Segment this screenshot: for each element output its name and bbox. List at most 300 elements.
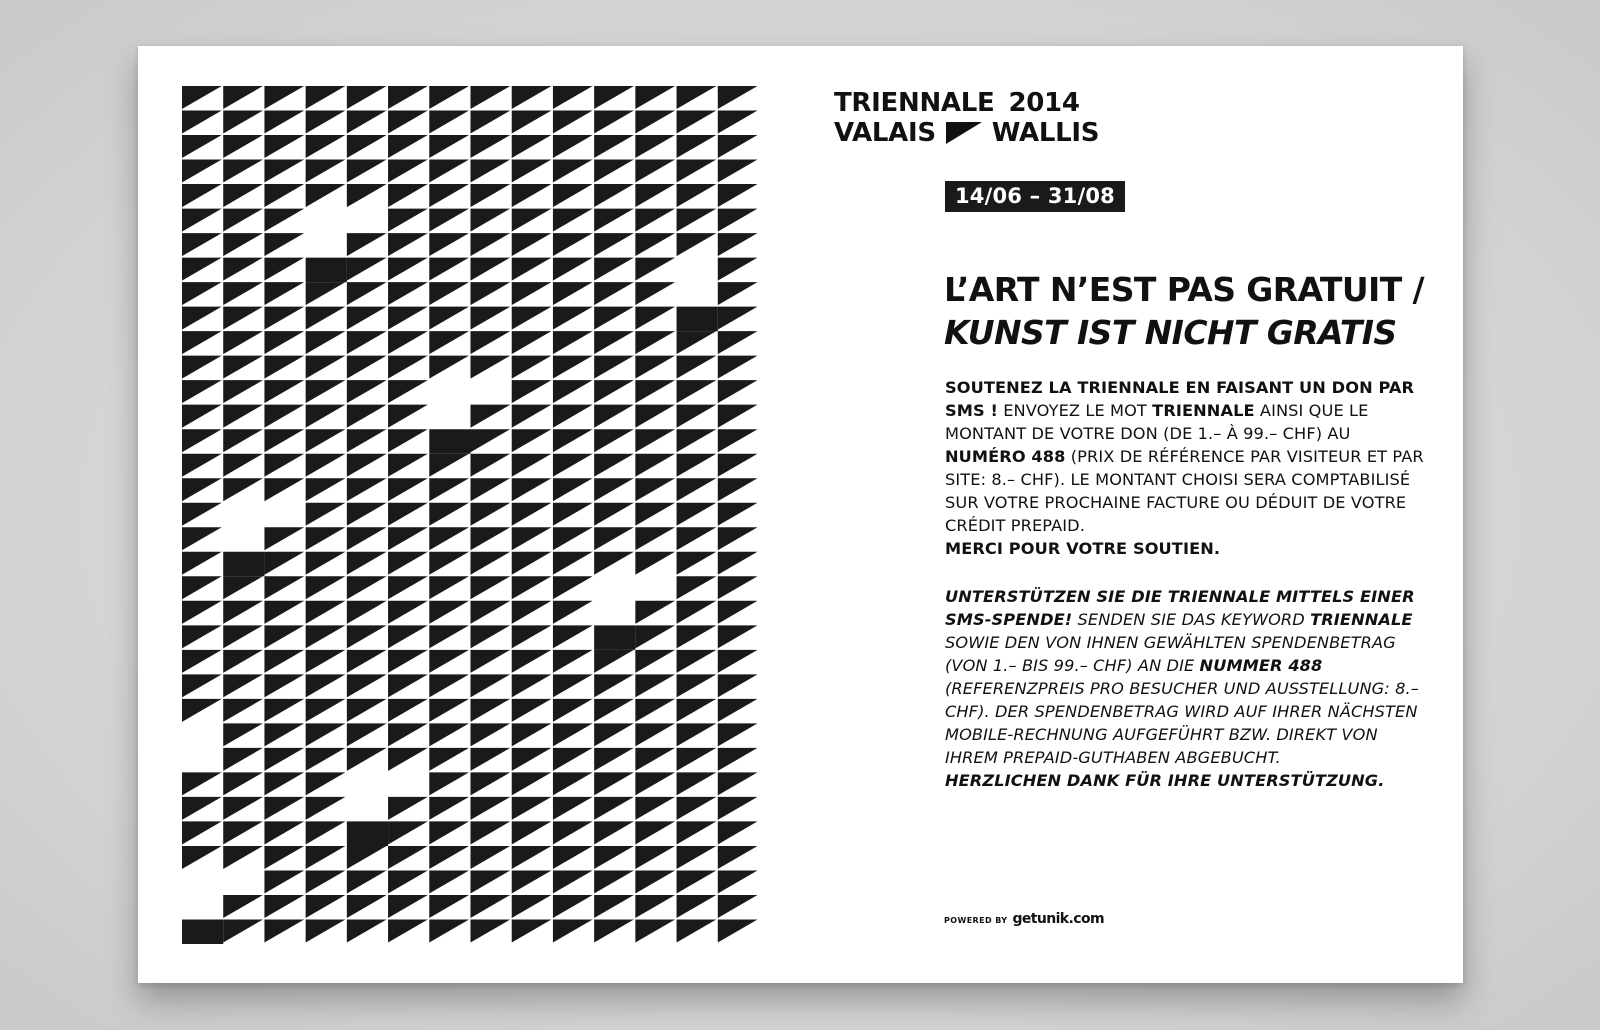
pattern-triangle <box>471 601 511 624</box>
pattern-triangle <box>223 282 263 305</box>
pattern-triangle <box>306 576 346 599</box>
pattern-triangle <box>512 748 552 771</box>
pattern-triangle <box>594 160 634 183</box>
pattern-triangle <box>388 111 428 134</box>
logo-line-1 <box>834 88 1099 118</box>
pattern-triangle <box>182 772 222 795</box>
pattern-triangle <box>677 111 717 134</box>
pattern-triangle <box>471 111 511 134</box>
pattern-triangle <box>677 601 717 624</box>
pattern-triangle <box>388 625 428 648</box>
pattern-triangle <box>553 870 593 893</box>
pattern-triangle <box>223 723 263 746</box>
pattern-triangle <box>264 552 304 575</box>
pattern-triangle <box>635 552 675 575</box>
pattern-triangle <box>594 919 634 942</box>
pattern-triangle <box>677 356 717 379</box>
pattern-triangle <box>594 429 634 452</box>
pattern-triangle <box>347 527 387 550</box>
pattern-triangle <box>223 356 263 379</box>
logo-triennale: TRIENNALE <box>834 88 995 118</box>
pattern-triangle <box>718 405 758 428</box>
pattern-triangle <box>347 135 387 158</box>
pattern-triangle <box>347 503 387 526</box>
pattern-triangle <box>471 356 511 379</box>
pattern-triangle <box>677 870 717 893</box>
pattern-triangle <box>553 674 593 697</box>
pattern-triangle <box>264 209 304 232</box>
pattern-triangle <box>718 454 758 477</box>
pattern-triangle <box>223 895 263 918</box>
pattern-triangle <box>429 601 469 624</box>
pattern-triangle <box>471 919 511 942</box>
pattern-triangle <box>677 160 717 183</box>
pattern-triangle <box>388 699 428 722</box>
pattern-triangle <box>264 674 304 697</box>
fr-number: NUMÉRO 488 <box>945 447 1066 466</box>
pattern-triangle <box>512 846 552 869</box>
fr-text-1: ENVOYEZ LE MOT <box>997 401 1153 420</box>
pattern-triangle <box>347 821 388 846</box>
pattern-triangle <box>718 919 758 942</box>
headline-fr: L’ART N’EST PAS GRATUIT / <box>944 270 1424 309</box>
pattern-triangle <box>553 356 593 379</box>
pattern-triangle <box>264 282 304 305</box>
pattern-triangle <box>635 429 675 452</box>
pattern-triangle <box>347 870 387 893</box>
pattern-triangle <box>677 184 717 207</box>
pattern-triangle <box>553 748 593 771</box>
pattern-triangle <box>553 601 593 624</box>
pattern-triangle <box>347 160 387 183</box>
pattern-triangle <box>429 503 469 526</box>
pattern-triangle <box>512 209 552 232</box>
pattern-triangle <box>718 576 758 599</box>
pattern-triangle <box>718 356 758 379</box>
pattern-triangle <box>264 846 304 869</box>
pattern-triangle <box>306 674 346 697</box>
pattern-triangle <box>388 282 428 305</box>
pattern-triangle <box>429 135 469 158</box>
pattern-triangle <box>264 356 304 379</box>
pattern-triangle <box>388 233 428 256</box>
pattern-triangle <box>429 821 469 844</box>
pattern-triangle <box>264 380 304 403</box>
de-keyword: TRIENNALE <box>1310 610 1413 629</box>
pattern-triangle <box>347 576 387 599</box>
pattern-triangle <box>347 723 387 746</box>
pattern-triangle <box>471 552 511 575</box>
pattern-triangle <box>718 135 758 158</box>
pattern-triangle <box>677 135 717 158</box>
pattern-triangle <box>306 380 346 403</box>
body-french <box>945 376 1425 560</box>
pattern-triangle <box>635 625 675 648</box>
pattern-triangle <box>429 576 469 599</box>
pattern-triangle <box>429 625 469 648</box>
pattern-triangle <box>223 258 263 281</box>
flyer-card <box>138 46 1463 983</box>
pattern-triangle <box>635 601 675 624</box>
pattern-triangle <box>347 282 387 305</box>
pattern-triangle <box>347 111 387 134</box>
pattern-triangle <box>635 846 675 869</box>
pattern-triangle <box>347 454 387 477</box>
pattern-triangle <box>306 86 346 109</box>
pattern-triangle <box>182 111 222 134</box>
pattern-triangle <box>635 797 675 820</box>
pattern-triangle <box>471 821 511 844</box>
pattern-triangle <box>471 650 511 673</box>
pattern-triangle <box>223 797 263 820</box>
pattern-triangle <box>594 821 634 844</box>
pattern-triangle <box>512 233 552 256</box>
pattern-triangle <box>429 331 469 354</box>
pattern-triangle <box>635 454 675 477</box>
pattern-triangle <box>306 601 346 624</box>
pattern-triangle <box>388 797 428 820</box>
logo-wallis: WALLIS <box>991 118 1100 148</box>
pattern-triangle <box>429 282 469 305</box>
pattern-triangle <box>594 454 634 477</box>
pattern-triangle <box>635 380 675 403</box>
pattern-triangle <box>388 895 428 918</box>
pattern-triangle <box>388 380 428 403</box>
pattern-triangle <box>264 821 304 844</box>
pattern-triangle <box>347 552 387 575</box>
pattern-triangle <box>182 821 222 844</box>
pattern-triangle <box>512 772 552 795</box>
pattern-triangle <box>471 184 511 207</box>
pattern-triangle <box>182 160 222 183</box>
pattern-triangle <box>471 674 511 697</box>
pattern-triangle <box>553 258 593 281</box>
pattern-triangle <box>594 405 634 428</box>
pattern-triangle <box>512 135 552 158</box>
pattern-triangle <box>718 184 758 207</box>
pattern-triangle <box>471 527 511 550</box>
pattern-triangle <box>223 748 263 771</box>
pattern-triangle <box>471 576 511 599</box>
pattern-triangle <box>429 258 469 281</box>
fr-text-3: (PRIX DE RÉFÉRENCE PAR VISITEUR ET PAR SITE: 8.– CHF). LE MONTANT CHOISI SERA COMPTABILISÉ SUR VOTRE PROCHAINE FACTURE OU DÉDUIT DE VOTRE CRÉDIT PREPAID. <box>945 447 1424 535</box>
pattern-triangle <box>677 552 717 575</box>
pattern-triangle <box>182 478 222 501</box>
pattern-triangle <box>677 576 717 599</box>
pattern-triangle <box>347 895 387 918</box>
pattern-triangle <box>471 135 511 158</box>
pattern-triangle <box>223 429 263 452</box>
pattern-triangle <box>635 748 675 771</box>
pattern-triangle <box>182 454 222 477</box>
pattern-triangle <box>635 160 675 183</box>
pattern-triangle <box>264 650 304 673</box>
pattern-triangle <box>429 772 469 795</box>
pattern-triangle <box>635 331 675 354</box>
pattern-triangle <box>306 625 346 648</box>
pattern-triangle <box>264 135 304 158</box>
pattern-triangle <box>635 821 675 844</box>
getunik-logo[interactable]: getunik.com <box>1012 911 1104 927</box>
pattern-triangle <box>594 846 634 869</box>
pattern-triangle <box>718 380 758 403</box>
pattern-triangle <box>223 601 263 624</box>
pattern-triangle <box>306 699 346 722</box>
pattern-triangle <box>347 650 387 673</box>
pattern-triangle <box>429 209 469 232</box>
pattern-triangle <box>718 282 758 305</box>
pattern-triangle <box>635 258 675 281</box>
pattern-triangle <box>677 233 717 256</box>
pattern-triangle <box>553 650 593 673</box>
pattern-triangle <box>677 380 717 403</box>
pattern-triangle <box>471 699 511 722</box>
pattern-triangle <box>429 356 469 379</box>
pattern-triangle <box>635 699 675 722</box>
pattern-triangle <box>306 895 346 918</box>
fr-lead: SOUTENEZ LA TRIENNALE EN FAISANT UN DON PAR SMS ! <box>945 378 1415 420</box>
pattern-triangle <box>264 772 304 795</box>
pattern-triangle <box>677 723 717 746</box>
pattern-triangle <box>223 919 263 942</box>
pattern-triangle <box>635 723 675 746</box>
pattern-triangle <box>553 135 593 158</box>
pattern-triangle <box>512 650 552 673</box>
pattern-triangle <box>512 282 552 305</box>
powered-by-label: POWERED BY <box>944 916 1008 925</box>
pattern-triangle <box>223 209 263 232</box>
pattern-triangle <box>553 307 593 330</box>
pattern-triangle <box>718 429 758 452</box>
logo-line-2 <box>834 118 1099 148</box>
pattern-triangle <box>306 527 346 550</box>
pattern-triangle <box>677 748 717 771</box>
pattern-triangle <box>388 650 428 673</box>
pattern-triangle <box>553 772 593 795</box>
pattern-triangle <box>553 380 593 403</box>
pattern-triangle <box>347 86 387 109</box>
pattern-triangle <box>553 478 593 501</box>
pattern-triangle <box>264 258 304 281</box>
pattern-triangle <box>718 650 758 673</box>
pattern-triangle <box>182 601 222 624</box>
pattern-triangle <box>677 674 717 697</box>
pattern-triangle <box>182 307 222 330</box>
pattern-triangle <box>264 454 304 477</box>
pattern-triangle <box>388 870 428 893</box>
de-number: NUMMER 488 <box>1199 656 1323 675</box>
pattern-triangle <box>471 233 511 256</box>
pattern-triangle <box>594 478 634 501</box>
pattern-triangle <box>718 772 758 795</box>
pattern-triangle <box>718 748 758 771</box>
pattern-triangle <box>388 454 428 477</box>
pattern-triangle <box>223 454 263 477</box>
pattern-triangle <box>677 331 717 354</box>
pattern-triangle <box>429 552 469 575</box>
pattern-triangle <box>223 478 263 501</box>
pattern-triangle <box>347 478 387 501</box>
pattern-triangle <box>594 870 634 893</box>
pattern-triangle <box>223 552 264 577</box>
pattern-triangle <box>388 478 428 501</box>
pattern-triangle <box>635 209 675 232</box>
pattern-triangle <box>264 331 304 354</box>
pattern-triangle <box>594 209 634 232</box>
pattern-triangle <box>718 478 758 501</box>
pattern-triangle <box>306 748 346 771</box>
pattern-triangle <box>347 258 387 281</box>
pattern-triangle <box>677 405 717 428</box>
pattern-triangle <box>594 723 634 746</box>
pattern-triangle <box>594 503 634 526</box>
logo-year: 2014 <box>1008 88 1080 118</box>
pattern-triangle <box>718 797 758 820</box>
de-lead: UNTERSTÜTZEN SIE DIE TRIENNALE MITTELS EINER SMS-SPENDE! <box>945 587 1415 629</box>
pattern-triangle <box>347 184 387 207</box>
fr-thanks-line <box>945 537 1425 560</box>
pattern-triangle <box>635 919 675 942</box>
pattern-triangle <box>182 576 222 599</box>
pattern-triangle <box>635 233 675 256</box>
pattern-triangle <box>553 233 593 256</box>
pattern-triangle <box>471 405 511 428</box>
pattern-triangle <box>553 86 593 109</box>
pattern-triangle <box>635 478 675 501</box>
pattern-triangle <box>306 723 346 746</box>
pattern-triangle <box>635 135 675 158</box>
pattern-triangle <box>471 797 511 820</box>
pattern-triangle <box>594 650 634 673</box>
pattern-triangle <box>347 748 387 771</box>
pattern-triangle <box>306 846 346 869</box>
pattern-triangle <box>677 821 717 844</box>
pattern-triangle <box>306 160 346 183</box>
pattern-triangle <box>223 772 263 795</box>
pattern-triangle <box>264 233 304 256</box>
pattern-triangle <box>429 233 469 256</box>
pattern-triangle <box>306 135 346 158</box>
pattern-triangle <box>553 895 593 918</box>
pattern-triangle <box>677 454 717 477</box>
pattern-triangle <box>594 699 634 722</box>
pattern-triangle <box>512 699 552 722</box>
date-badge: 14/06 – 31/08 <box>945 181 1125 212</box>
pattern-triangle <box>594 674 634 697</box>
pattern-triangle <box>512 625 552 648</box>
pattern-triangle <box>347 405 387 428</box>
pattern-triangle <box>388 356 428 379</box>
pattern-triangle <box>553 625 593 648</box>
pattern-triangle <box>347 846 387 869</box>
pattern-triangle <box>306 870 346 893</box>
pattern-triangle <box>718 233 758 256</box>
pattern-triangle <box>635 405 675 428</box>
pattern-triangle <box>264 184 304 207</box>
pattern-triangle <box>553 723 593 746</box>
pattern-triangle <box>594 86 634 109</box>
pattern-triangle <box>182 184 222 207</box>
pattern-triangle <box>182 650 222 673</box>
pattern-triangle <box>306 356 346 379</box>
pattern-triangle <box>388 552 428 575</box>
pattern-triangle <box>429 797 469 820</box>
pattern-triangle <box>182 233 222 256</box>
pattern-triangle <box>429 723 469 746</box>
pattern-triangle <box>264 797 304 820</box>
pattern-triangle <box>553 111 593 134</box>
pattern-triangle <box>264 576 304 599</box>
pattern-triangle <box>471 625 511 648</box>
pattern-triangle <box>182 86 222 109</box>
pattern-triangle <box>264 601 304 624</box>
pattern-triangle <box>471 748 511 771</box>
body-german-paragraph <box>945 585 1425 769</box>
pattern-triangle <box>553 454 593 477</box>
pattern-triangle <box>635 111 675 134</box>
pattern-triangle <box>677 429 717 452</box>
pattern-triangle <box>594 625 635 650</box>
pattern-triangle <box>512 356 552 379</box>
pattern-triangle <box>182 527 222 550</box>
pattern-triangle <box>553 331 593 354</box>
pattern-triangle <box>635 282 675 305</box>
pattern-triangle <box>718 723 758 746</box>
pattern-triangle <box>306 258 347 283</box>
pattern-triangle <box>471 478 511 501</box>
pattern-triangle <box>223 625 263 648</box>
pattern-triangle <box>182 356 222 379</box>
pattern-triangle <box>223 233 263 256</box>
pattern-triangle <box>553 576 593 599</box>
pattern-triangle <box>512 454 552 477</box>
pattern-triangle <box>512 601 552 624</box>
pattern-triangle <box>553 282 593 305</box>
pattern-triangle <box>182 552 222 575</box>
pattern-triangle <box>306 772 346 795</box>
pattern-triangle <box>388 258 428 281</box>
pattern-triangle <box>512 527 552 550</box>
pattern-triangle <box>223 821 263 844</box>
pattern-triangle <box>223 135 263 158</box>
pattern-triangle <box>718 552 758 575</box>
pattern-triangle <box>635 503 675 526</box>
pattern-triangle <box>718 209 758 232</box>
pattern-triangle <box>388 307 428 330</box>
pattern-triangle <box>677 846 717 869</box>
pattern-triangle <box>182 846 222 869</box>
pattern-triangle <box>471 454 511 477</box>
fr-thanks: MERCI POUR VOTRE SOUTIEN. <box>945 539 1221 558</box>
pattern-triangle <box>471 429 511 452</box>
pattern-triangle <box>306 282 346 305</box>
pattern-triangle <box>718 699 758 722</box>
pattern-triangle <box>347 307 387 330</box>
pattern-triangle <box>718 307 758 330</box>
pattern-triangle <box>718 625 758 648</box>
pattern-triangle <box>512 307 552 330</box>
pattern-triangle <box>594 331 634 354</box>
pattern-triangle <box>635 772 675 795</box>
pattern-triangle <box>553 405 593 428</box>
headline <box>944 268 1444 354</box>
pattern-triangle <box>594 282 634 305</box>
pattern-triangle <box>264 405 304 428</box>
pattern-triangle <box>347 625 387 648</box>
body-german <box>945 585 1425 792</box>
pattern-triangle <box>718 821 758 844</box>
de-text-3: (REFERENZPREIS PRO BESUCHER UND AUSSTELLUNG: 8.– CHF). DER SPENDENBETRAG WIRD AUF IHRER NÄCHSTEN MOBILE-RECHNUNG AUFGEFÜHRT BZW. DIREKT VON IHREM PREPAID-GUTHABEN ABGEBUCHT. <box>945 679 1419 767</box>
